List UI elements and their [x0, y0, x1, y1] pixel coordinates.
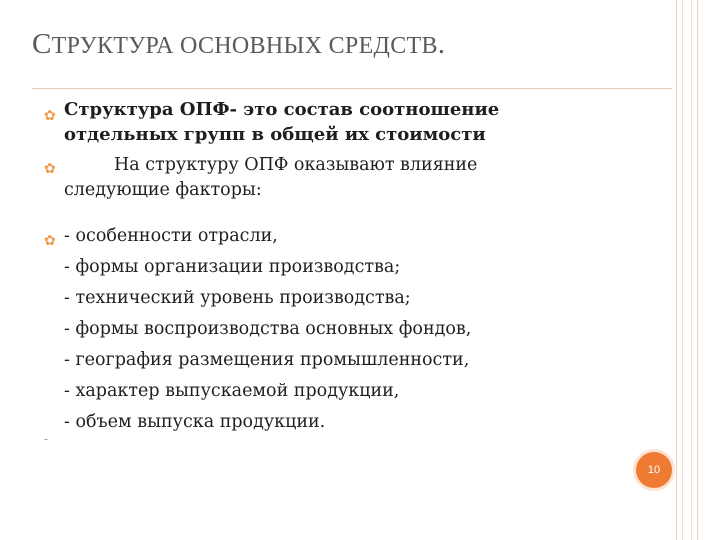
page-number-badge: 10 [636, 452, 672, 488]
title-text: ТРУКТУРА ОСНОВНЫХ СРЕДСТВ [51, 33, 438, 59]
factor-item: - особенности отрасли, [64, 226, 278, 246]
title-divider [32, 88, 672, 89]
item1-line2: отдельных групп в общей их стоимости [64, 124, 486, 145]
gear-bullet-icon: ✿ [44, 234, 56, 249]
factor-item: - объем выпуска продукции. [64, 412, 326, 432]
gear-bullet-icon: ✿ [44, 162, 56, 177]
factor-item: - география размещения промышленности, [64, 350, 470, 370]
gear-bullet-icon: ✿ [44, 109, 56, 124]
factor-item: - формы воспроизводства основных фондов, [64, 319, 472, 339]
factor-item: - характер выпускаемой продукции, [64, 381, 400, 401]
factor-item: - технический уровень производства; [64, 288, 411, 308]
decorative-frame-inner [682, 0, 692, 540]
stray-dash: - [44, 432, 49, 446]
title-period: . [437, 28, 446, 60]
factor-item: - формы организации производства; [64, 257, 401, 277]
item2-line2: следующие факторы: [64, 180, 262, 200]
slide-title [32, 28, 445, 61]
item2-line1: На структуру ОПФ оказывают влияние [114, 155, 478, 175]
title-first-letter: С [32, 28, 52, 60]
item1-line1: Структура ОПФ- это состав соотношение [64, 99, 500, 120]
